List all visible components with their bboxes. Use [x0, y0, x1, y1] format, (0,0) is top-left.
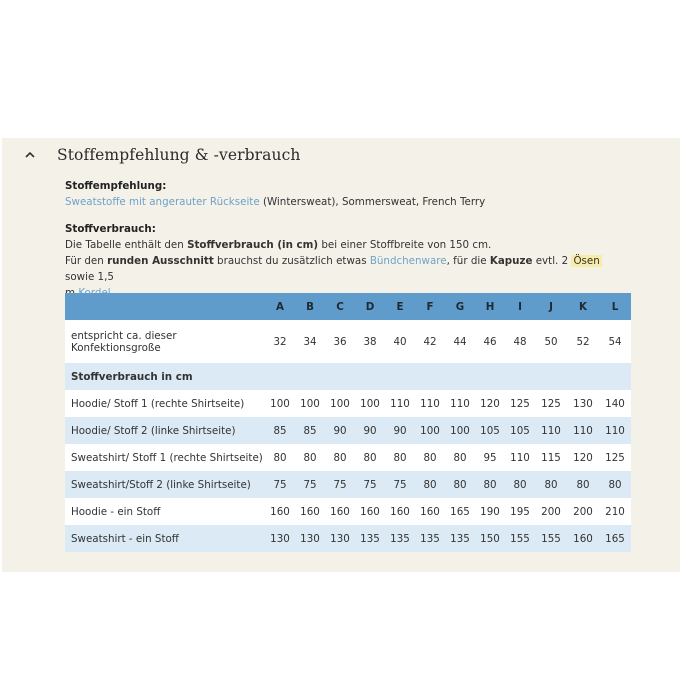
consumption-emphasis: Stoffverbrauch (in cm) [187, 239, 319, 251]
value-cell: 90 [325, 417, 355, 444]
size-cell: 52 [567, 320, 599, 363]
ribbing-link[interactable]: Bündchenware [369, 255, 447, 267]
accordion-header[interactable] [2, 142, 680, 172]
fabric-consumption-table [65, 293, 631, 552]
value-cell: 160 [325, 498, 355, 525]
value-cell: 85 [295, 417, 325, 444]
value-cell: 100 [325, 390, 355, 417]
value-cell: 120 [567, 444, 599, 471]
size-cell: 44 [445, 320, 475, 363]
header-cell: L [599, 293, 631, 320]
value-cell: 130 [265, 525, 295, 552]
chevron-up-icon[interactable] [22, 147, 38, 163]
value-cell: 160 [355, 498, 385, 525]
value-cell: 110 [505, 444, 535, 471]
value-cell: 80 [325, 444, 355, 471]
size-cell: 40 [385, 320, 415, 363]
consumption-line-1-pre: Die Tabelle enthält den [65, 239, 188, 251]
value-cell: 130 [567, 390, 599, 417]
row-label: Hoodie - ein Stoff [65, 498, 265, 525]
header-cell: J [535, 293, 567, 320]
value-cell: 110 [535, 417, 567, 444]
value-cell: 200 [567, 498, 599, 525]
value-cell: 75 [385, 471, 415, 498]
value-cell: 135 [445, 525, 475, 552]
value-cell: 135 [385, 525, 415, 552]
header-cell: E [385, 293, 415, 320]
eyelets-highlight: Ösen [573, 255, 600, 267]
sweat-fabric-link[interactable]: Sweatstoffe mit angerauter Rückseite [65, 196, 260, 208]
value-cell: 120 [475, 390, 505, 417]
table-row [65, 390, 631, 417]
value-cell: 75 [295, 471, 325, 498]
size-row-label-line-1: entspricht ca. dieser [71, 329, 177, 342]
value-cell: 195 [505, 498, 535, 525]
size-row-label [65, 320, 265, 363]
size-cell: 42 [415, 320, 445, 363]
value-cell: 75 [325, 471, 355, 498]
value-cell: 150 [475, 525, 505, 552]
value-cell: 110 [567, 417, 599, 444]
value-cell: 80 [599, 471, 631, 498]
value-cell: 110 [445, 390, 475, 417]
table-row [65, 417, 631, 444]
hood-emphasis: Kapuze [489, 255, 533, 267]
header-cell: H [475, 293, 505, 320]
row-label: Hoodie/ Stoff 1 (rechte Shirtseite) [65, 390, 265, 417]
fabric-section [2, 138, 680, 572]
header-cell: I [505, 293, 535, 320]
header-cell: K [567, 293, 599, 320]
row-label: Hoodie/ Stoff 2 (linke Shirtseite) [65, 417, 265, 444]
header-cell: B [295, 293, 325, 320]
size-cell: 46 [475, 320, 505, 363]
size-cell: 54 [599, 320, 631, 363]
subheader-row [65, 363, 631, 390]
consumption-line-2-part-b: brauchst du zusätzlich etwas [213, 255, 370, 267]
value-cell: 90 [355, 417, 385, 444]
value-cell: 95 [475, 444, 505, 471]
subheader-cell: Stoffverbrauch in cm [65, 363, 631, 390]
table-row [65, 444, 631, 471]
row-label: Sweatshirt/Stoff 2 (linke Shirtseite) [65, 471, 265, 498]
consumption-line-2-part-d: evtl. 2 [532, 255, 572, 267]
value-cell: 200 [535, 498, 567, 525]
value-cell: 165 [599, 525, 631, 552]
value-cell: 100 [265, 390, 295, 417]
header-cell [65, 293, 265, 320]
consumption-line-2 [65, 253, 631, 285]
value-cell: 100 [295, 390, 325, 417]
value-cell: 80 [505, 471, 535, 498]
size-cell: 50 [535, 320, 567, 363]
value-cell: 110 [385, 390, 415, 417]
value-cell: 160 [385, 498, 415, 525]
row-label: Sweatshirt/ Stoff 1 (rechte Shirtseite) [65, 444, 265, 471]
value-cell: 125 [599, 444, 631, 471]
recommendation-label: Stoffempfehlung: [65, 180, 167, 192]
row-label: Sweatshirt - ein Stoff [65, 525, 265, 552]
size-row [65, 320, 631, 363]
table-row [65, 471, 631, 498]
value-cell: 80 [535, 471, 567, 498]
size-cell: 36 [325, 320, 355, 363]
consumption-label: Stoffverbrauch: [65, 223, 156, 235]
consumption-line-2-part-e: sowie 1,5 [65, 271, 114, 283]
value-cell: 125 [535, 390, 567, 417]
neckline-emphasis: runden Ausschnitt [107, 255, 214, 267]
table-header-row [65, 293, 631, 320]
value-cell: 80 [445, 471, 475, 498]
value-cell: 160 [265, 498, 295, 525]
value-cell: 135 [355, 525, 385, 552]
value-cell: 80 [567, 471, 599, 498]
table-row [65, 525, 631, 552]
value-cell: 85 [265, 417, 295, 444]
value-cell: 100 [445, 417, 475, 444]
header-cell: F [415, 293, 445, 320]
value-cell: 80 [385, 444, 415, 471]
value-cell: 90 [385, 417, 415, 444]
value-cell: 75 [355, 471, 385, 498]
consumption-rows [65, 390, 631, 552]
size-cell: 32 [265, 320, 295, 363]
section-content [65, 178, 631, 301]
value-cell: 130 [325, 525, 355, 552]
value-cell: 160 [415, 498, 445, 525]
recommendation-rest: (Wintersweat), Sommersweat, French Terry [259, 196, 486, 208]
recommendation-text [65, 194, 631, 210]
value-cell: 155 [505, 525, 535, 552]
size-cell: 34 [295, 320, 325, 363]
value-cell: 140 [599, 390, 631, 417]
header-cell: D [355, 293, 385, 320]
size-cell: 38 [355, 320, 385, 363]
value-cell: 80 [265, 444, 295, 471]
consumption-line-1-post: bei einer Stoffbreite von 150 cm. [318, 239, 492, 251]
consumption-line-2-part-c: , für die [446, 255, 490, 267]
value-cell: 80 [295, 444, 325, 471]
value-cell: 165 [445, 498, 475, 525]
value-cell: 135 [415, 525, 445, 552]
value-cell: 80 [415, 444, 445, 471]
size-cell: 48 [505, 320, 535, 363]
value-cell: 100 [415, 417, 445, 444]
value-cell: 80 [445, 444, 475, 471]
value-cell: 100 [355, 390, 385, 417]
value-cell: 160 [295, 498, 325, 525]
value-cell: 105 [505, 417, 535, 444]
value-cell: 160 [567, 525, 599, 552]
value-cell: 115 [535, 444, 567, 471]
value-cell: 105 [475, 417, 505, 444]
value-cell: 80 [355, 444, 385, 471]
value-cell: 155 [535, 525, 567, 552]
value-cell: 110 [415, 390, 445, 417]
value-cell: 130 [295, 525, 325, 552]
consumption-line-2-part-a: Für den [65, 255, 108, 267]
value-cell: 75 [265, 471, 295, 498]
header-cell: G [445, 293, 475, 320]
value-cell: 110 [599, 417, 631, 444]
header-cell: C [325, 293, 355, 320]
section-title: Stoffempfehlung & -verbrauch [57, 146, 301, 164]
value-cell: 125 [505, 390, 535, 417]
header-cell: A [265, 293, 295, 320]
value-cell: 190 [475, 498, 505, 525]
value-cell: 210 [599, 498, 631, 525]
table-row [65, 498, 631, 525]
consumption-line-1 [65, 237, 631, 253]
size-row-label-line-2: Konfektionsgroße [71, 341, 161, 354]
value-cell: 80 [415, 471, 445, 498]
value-cell: 80 [475, 471, 505, 498]
